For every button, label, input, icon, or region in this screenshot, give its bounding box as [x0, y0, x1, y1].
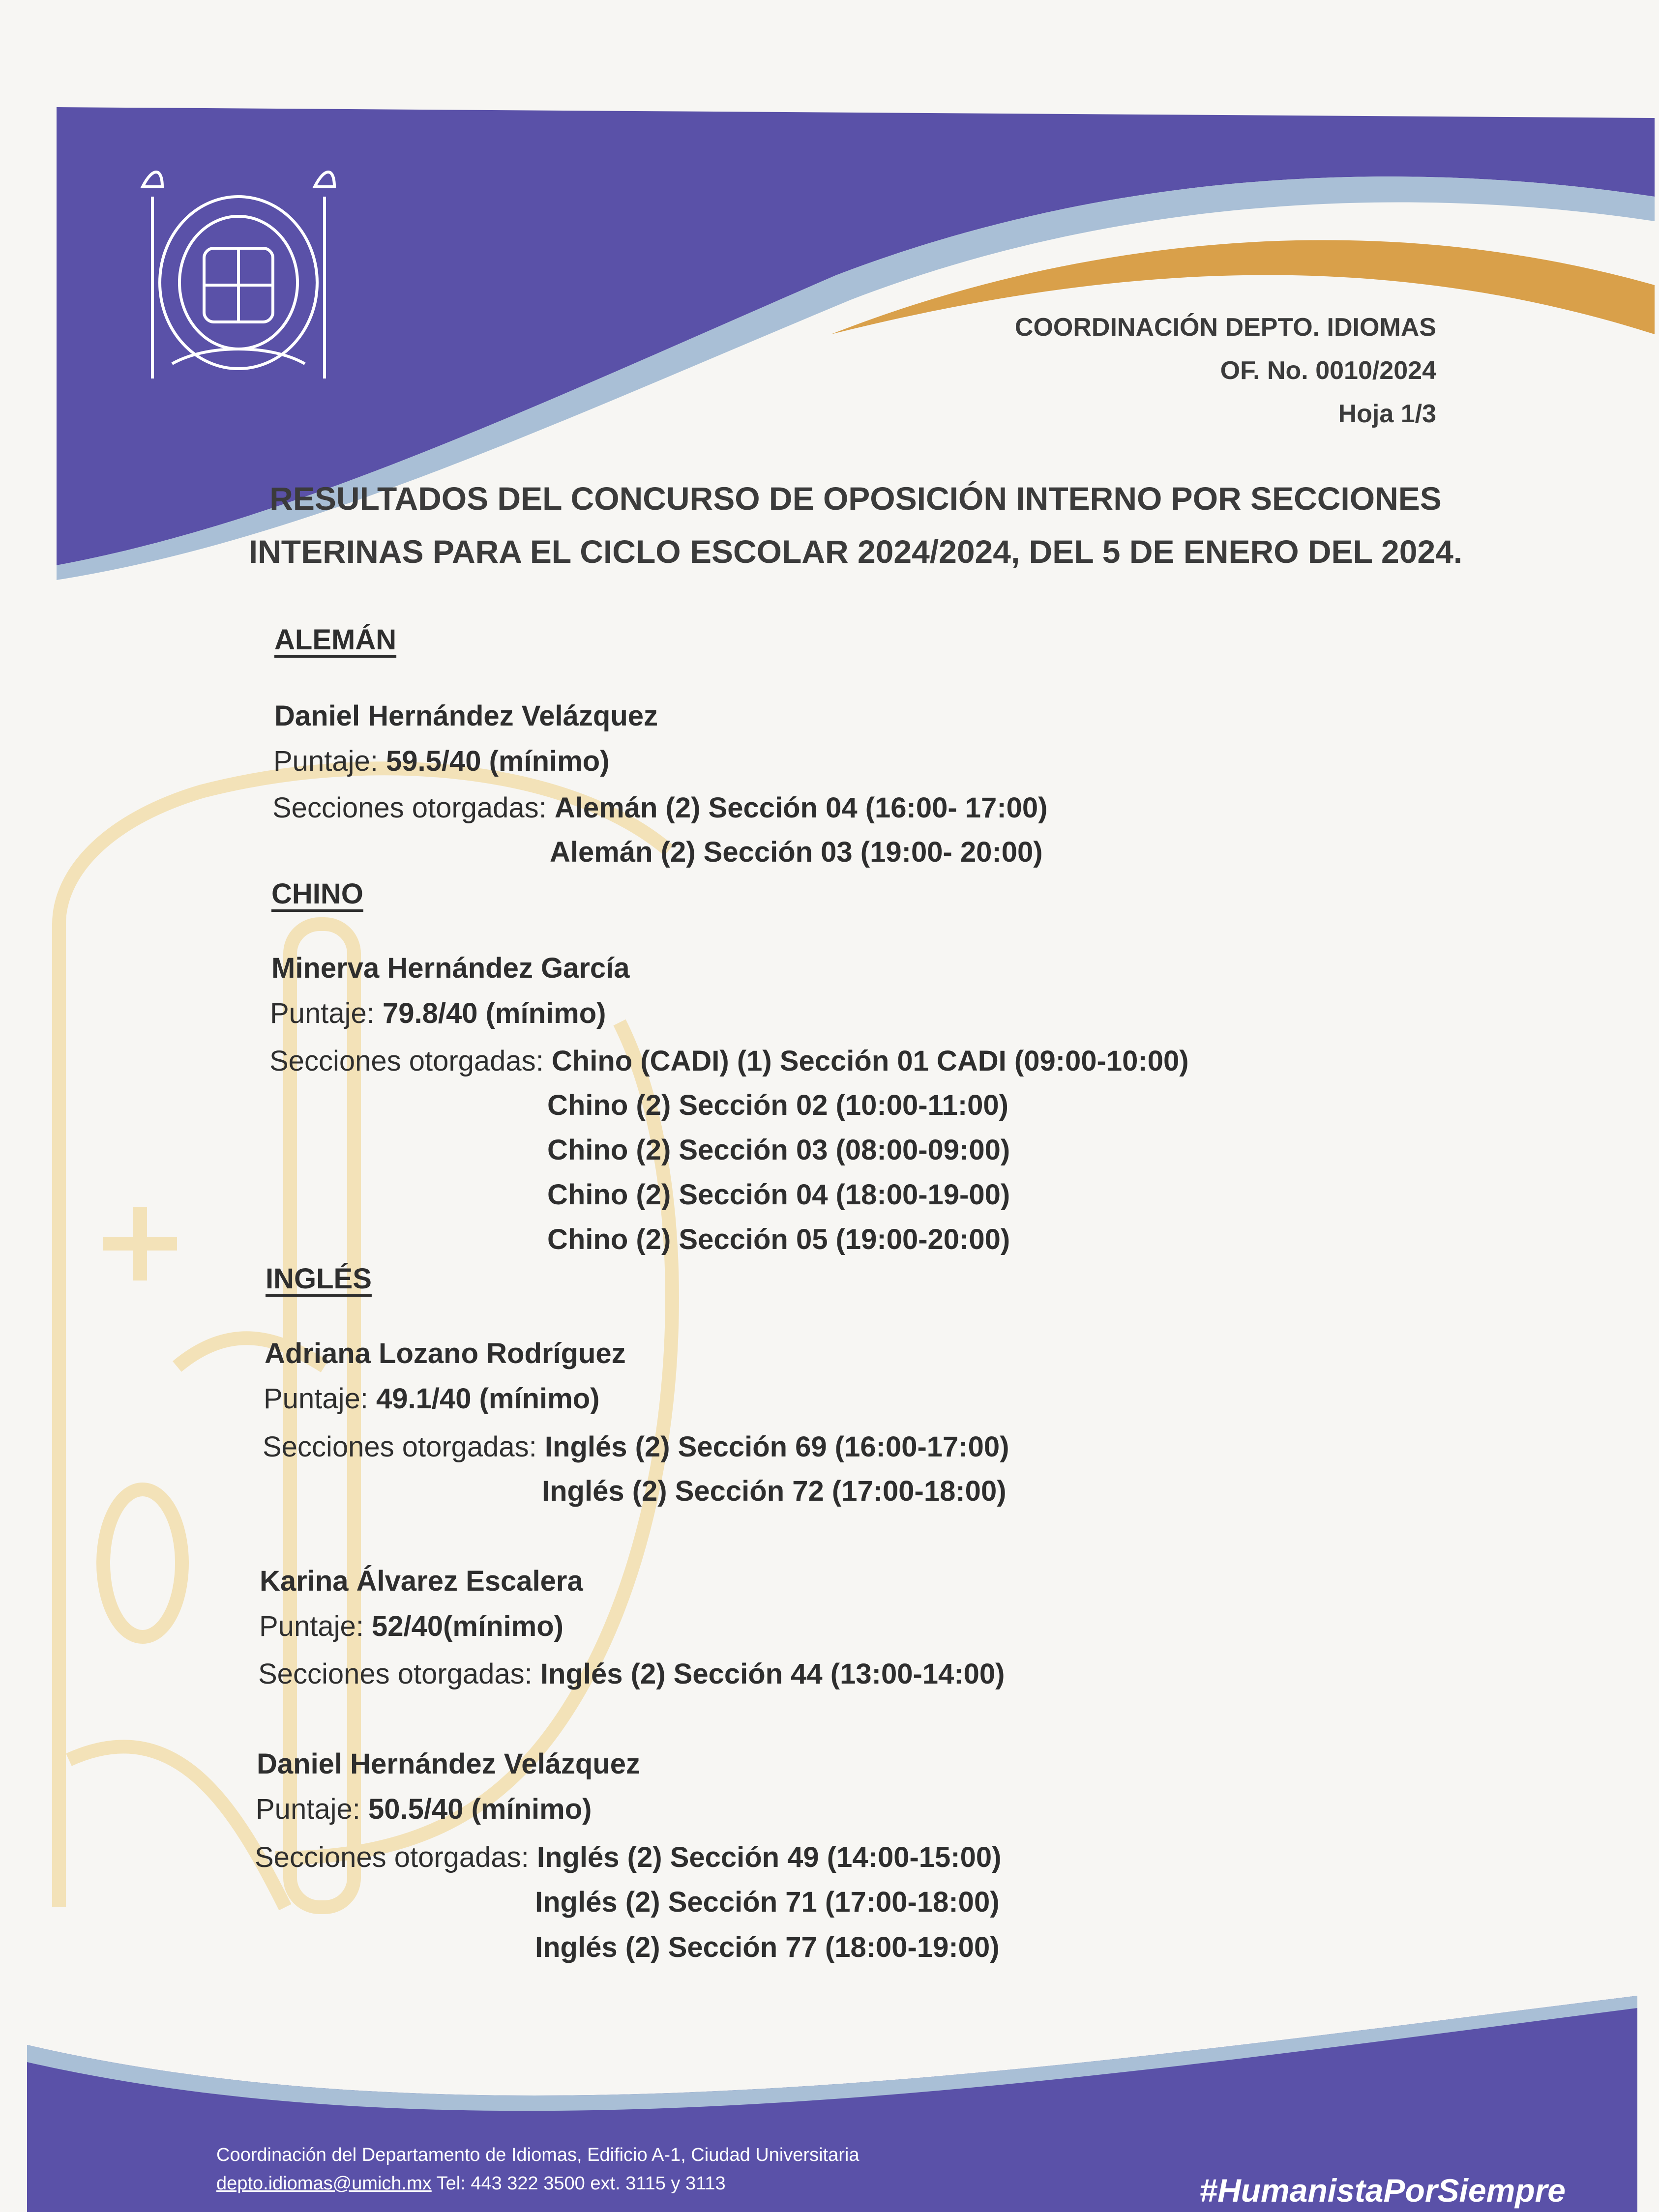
section-item: Chino (2) Sección 05 (19:00-20:00) — [547, 1223, 1010, 1255]
candidate-score — [264, 1382, 599, 1415]
section-item: Chino (2) Sección 04 (18:00-19-00) — [547, 1179, 1010, 1211]
section-item: Inglés (2) Sección 69 (16:00-17:00) — [544, 1431, 1009, 1463]
title-line-2: INTERINAS PARA EL CICLO ESCOLAR 2024/2024, DEL 5 DE ENERO DEL 2024. — [248, 533, 1463, 570]
score-label: Puntaje: — [256, 1793, 368, 1825]
candidate-sections — [269, 1045, 1189, 1077]
section-heading-aleman: ALEMÁN — [274, 624, 397, 656]
candidate-score — [256, 1793, 592, 1826]
candidate-name: Karina Álvarez Escalera — [260, 1565, 583, 1597]
footer-contact — [216, 2141, 859, 2198]
coordination-label: COORDINACIÓN DEPTO. IDIOMAS — [1014, 313, 1436, 342]
section-item: Inglés (2) Sección 44 (13:00-14:00) — [540, 1658, 1005, 1690]
score-label: Puntaje: — [259, 1610, 372, 1642]
candidate-sections — [255, 1841, 1001, 1874]
sections-label: Secciones otorgadas: — [255, 1841, 537, 1873]
section-heading-chino: CHINO — [271, 878, 363, 910]
section-item: Alemán (2) Sección 03 (19:00- 20:00) — [550, 836, 1043, 868]
footer-phone: Tel: 443 322 3500 ext. 3115 y 3113 — [431, 2173, 726, 2194]
score-value: 52/40(mínimo) — [371, 1610, 563, 1642]
score-label: Puntaje: — [273, 745, 386, 777]
score-label: Puntaje: — [264, 1383, 376, 1415]
score-value: 79.8/40 (mínimo) — [382, 997, 606, 1029]
candidate-score — [273, 745, 609, 778]
candidate-score — [270, 997, 606, 1030]
section-heading-ingles: INGLÉS — [266, 1263, 372, 1295]
section-item: Chino (CADI) (1) Sección 01 CADI (09:00-10:00) — [551, 1045, 1189, 1077]
score-value: 50.5/40 (mínimo) — [368, 1793, 592, 1825]
office-number: OF. No. 0010/2024 — [1220, 356, 1436, 385]
sections-label: Secciones otorgadas: — [269, 1045, 552, 1077]
section-item: Inglés (2) Sección 72 (17:00-18:00) — [542, 1475, 1007, 1507]
candidate-name: Daniel Hernández Velázquez — [257, 1748, 641, 1780]
sections-label: Secciones otorgadas: — [272, 792, 555, 824]
candidate-name: Daniel Hernández Velázquez — [274, 700, 658, 732]
section-item: Inglés (2) Sección 49 (14:00-15:00) — [536, 1841, 1002, 1873]
title-line-1: RESULTADOS DEL CONCURSO DE OPOSICIÓN INTERNO POR SECCIONES — [269, 480, 1442, 517]
candidate-name: Minerva Hernández García — [271, 952, 630, 984]
section-item: Chino (2) Sección 03 (08:00-09:00) — [547, 1134, 1010, 1166]
section-item: Chino (2) Sección 02 (10:00-11:00) — [547, 1089, 1008, 1121]
sections-label: Secciones otorgadas: — [258, 1658, 540, 1690]
section-item: Alemán (2) Sección 04 (16:00- 17:00) — [554, 792, 1048, 824]
sheet-number: Hoja 1/3 — [1338, 400, 1436, 428]
footer-hashtag: #HumanistaPorSiempre — [1199, 2172, 1566, 2209]
score-value: 59.5/40 (mínimo) — [385, 745, 610, 777]
candidate-score — [259, 1610, 563, 1643]
section-item: Inglés (2) Sección 71 (17:00-18:00) — [535, 1886, 1000, 1918]
footer-contact-line — [216, 2169, 859, 2198]
score-value: 49.1/40 (mínimo) — [376, 1383, 600, 1415]
candidate-name: Adriana Lozano Rodríguez — [265, 1338, 626, 1369]
candidate-sections — [258, 1658, 1005, 1690]
section-item: Inglés (2) Sección 77 (18:00-19:00) — [535, 1931, 1000, 1963]
candidate-sections — [272, 791, 1047, 824]
score-label: Puntaje: — [270, 997, 383, 1029]
footer-email-link[interactable]: depto.idiomas@umich.mx — [216, 2173, 432, 2194]
candidate-sections — [263, 1430, 1009, 1463]
sections-label: Secciones otorgadas: — [263, 1431, 545, 1463]
footer-address: Coordinación del Departamento de Idiomas, Edificio A-1, Ciudad Universitaria — [216, 2145, 859, 2165]
